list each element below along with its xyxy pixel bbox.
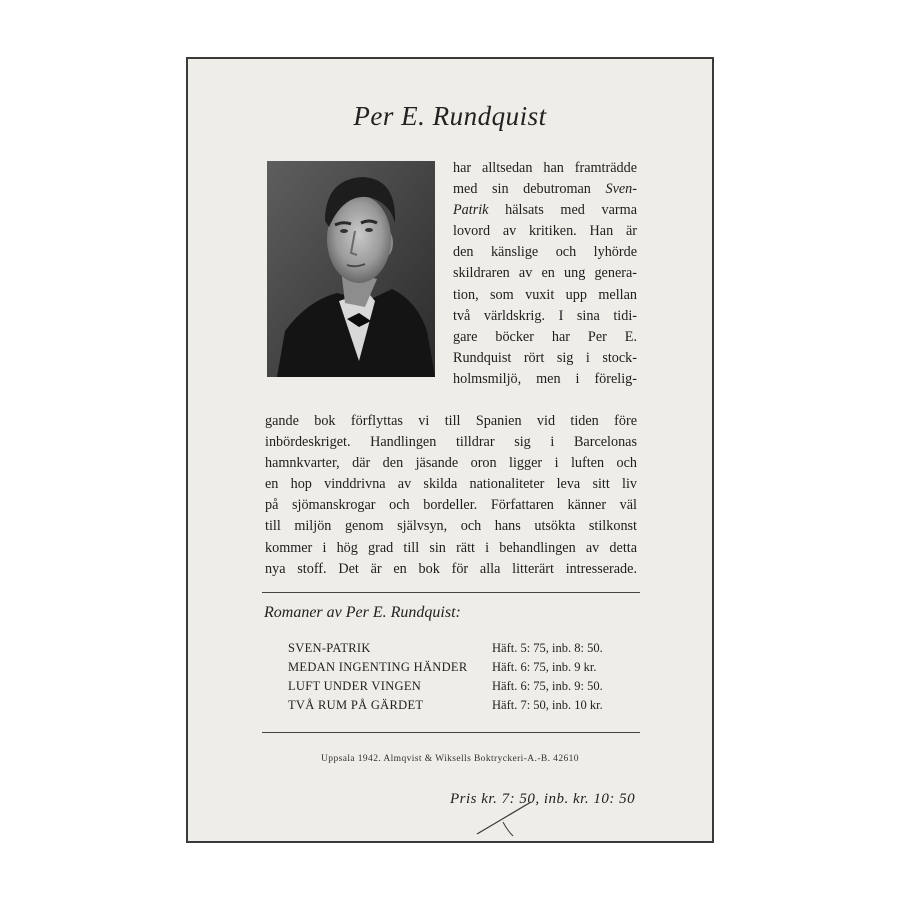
blurb-line: två världskrig. I sina tidi-	[453, 307, 637, 324]
blurb-line: skildraren av en ung genera-	[453, 265, 637, 282]
book-back-cover	[186, 57, 714, 843]
blurb-line: tion, som vuxit upp mellan	[453, 286, 637, 303]
book-title: MEDAN INGENTING HÄNDER	[288, 660, 468, 674]
author-portrait	[267, 161, 435, 377]
blurb-line: lovord av kritiken. Han är	[453, 223, 637, 240]
blurb-line: gande bok förflyttas vi till Spanien vid tiden före	[265, 413, 637, 429]
books-heading: Romaner av Per E. Rundquist:	[264, 604, 461, 621]
book-title: TVÅ RUM PÅ GÄRDET	[288, 698, 424, 712]
blurb-line: gare böcker har Per E.	[453, 328, 637, 345]
blurb-italic: Sven-	[605, 181, 637, 198]
blurb-line: kommer i hög grad till sin rätt i behandlingen av detta	[265, 539, 637, 556]
blurb-line: nya stoff. Det är en bok för alla litterärt intresserade.	[265, 560, 637, 577]
pencil-mark	[473, 794, 553, 839]
blurb-line	[453, 179, 637, 200]
blurb-line: den känslige och lyhörde	[453, 244, 637, 261]
book-title: LUFT UNDER VINGEN	[288, 679, 422, 693]
blurb-full-width	[265, 411, 637, 580]
book-row	[288, 698, 620, 715]
book-price: Häft. 7: 50, inb. 10 kr.	[492, 698, 603, 712]
book-row	[288, 660, 620, 677]
blurb-line: hamnkvarter, där den jäsande oron ligger i luften och	[265, 455, 637, 472]
book-title: SVEN-PATRIK	[288, 641, 371, 655]
blurb-fragment: med sin debutroman	[453, 181, 606, 198]
book-price: Häft. 6: 75, inb. 9 kr.	[492, 660, 597, 674]
price-line: Pris kr. 7: 50, inb. kr. 10: 50	[450, 791, 636, 807]
portrait-illustration	[267, 161, 435, 377]
blurb-line: har alltsedan han framträdde	[453, 160, 637, 176]
blurb-line: inbördeskriget. Handlingen tilldrar sig i Barcelonas	[265, 434, 637, 451]
blurb-fragment: hälsats med varma	[488, 202, 637, 219]
blurb-line: på sjömanskrogar och bordeller. Författaren känner väl	[265, 497, 637, 514]
printer-imprint: Uppsala 1942. Almqvist & Wiksells Boktryckeri-A.-B. 42610	[321, 754, 579, 764]
author-heading: Per E. Rundquist	[353, 101, 547, 131]
blurb-line: till miljön genom självsyn, och hans utsökta stilkonst	[265, 518, 637, 535]
blurb-line	[453, 200, 637, 221]
blurb-italic: Patrik	[453, 202, 489, 219]
blurb-line: en hop vinddrivna av skilda nationaliteter leva sitt liv	[265, 476, 637, 493]
blurb-line: holmsmiljö, men i förelig-	[453, 370, 637, 387]
divider-top	[262, 592, 640, 593]
book-price: Häft. 6: 75, inb. 9: 50.	[492, 679, 603, 693]
divider-bottom	[262, 732, 640, 733]
book-row	[288, 679, 620, 696]
blurb-line: Rundquist rört sig i stock-	[453, 349, 637, 366]
book-price: Häft. 5: 75, inb. 8: 50.	[492, 641, 603, 655]
blurb-beside-photo	[453, 158, 637, 390]
book-row	[288, 641, 620, 658]
